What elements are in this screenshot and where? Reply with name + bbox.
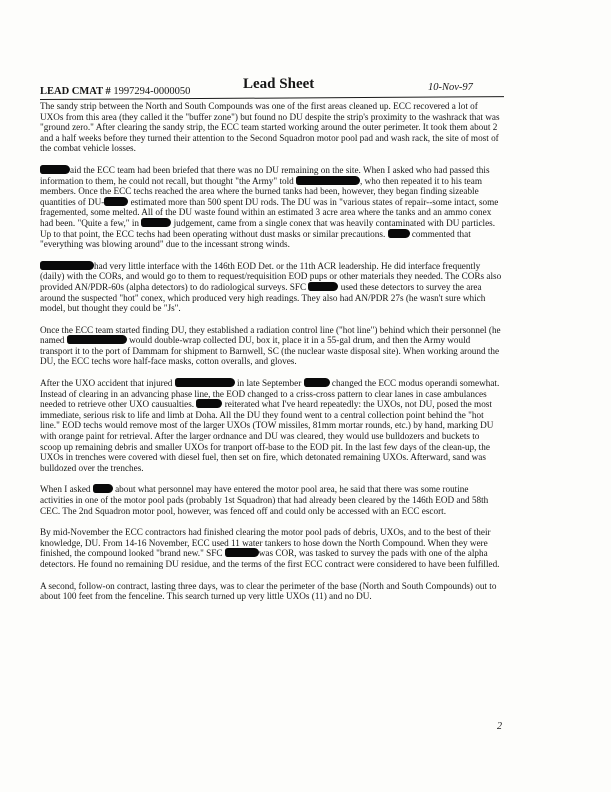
- paragraph-text: was COR, was tasked to survey the pads with one of the alpha detectors. He found no remaining DU residue, and the terms of the first ECC contract were considered to have been fulfilled.: [40, 548, 500, 569]
- redaction-mark: [304, 378, 330, 387]
- paragraph-text: After the UXO accident that injured: [40, 378, 175, 389]
- redaction-mark: [196, 399, 222, 408]
- redaction-mark: [67, 335, 127, 344]
- redaction-mark: [93, 484, 113, 493]
- redaction-mark: [104, 197, 128, 206]
- redaction-mark: [40, 165, 70, 174]
- paragraph-text: The sandy strip between the North and South Compounds was one of the first areas cleaned up. ECC recovered a lot of UXOs from this area (they called it the "buffer zone") but found no DU despite the strip's proximity to the washrack that was "ground zero." After clearing the sandy strip, the ECC team started working around the outer perimeter. It took them about 2 and a half weeks before they turned their attention to the Second Squadron motor pool pad and wash rack, the site of most of the combat vehicle losses.: [40, 101, 500, 154]
- paragraph-3: [40, 261, 502, 314]
- redaction-mark: [225, 548, 259, 557]
- redaction-mark: [296, 176, 360, 185]
- paragraph-text: in late September: [234, 378, 304, 389]
- page-number: 2: [497, 721, 502, 732]
- paragraph-text: aid the ECC team had been briefed that there was no DU remaining on the site. When I asked who had passed this information to them, he could not recall, but thought "the Army" told: [40, 164, 490, 186]
- paragraph-text: judgement, came from a single conex that was heavily contaminated with DU particles. Up to that point, the ECC techs had been operating without dust masks or similar precautions.: [40, 217, 496, 239]
- redaction-mark: [388, 229, 410, 238]
- paragraph-text: would double-wrap collected DU, box it, place it in a 55-gal drum, and then the Army would transport it to the port of Dammam for shipment to Barnwell, SC (the nuclear waste disposal site). When working around the DU, the ECC techs wore half-face masks, cotton overalls, and gloves.: [40, 335, 500, 367]
- paragraph-text: about what personnel may have entered the motor pool area, he said that there was some routine activities in one of the motor pool pads (probably 1st Squadron) that had already been cleared by the 146th EOD and 58th CEC. The 2nd Squadron motor pool, however, was fenced off and could only be accessed with an ECC escort.: [40, 484, 489, 516]
- paragraph-5: [40, 378, 502, 473]
- paragraph-text: had very little interface with the 146th EOD Det. or the 11th ACR leadership. He did interface frequently (daily) with the CORs, and would go to them to request/requisition EOD pups or other materials they needed. The CORs also provided AN/PDR-60s (alpha detectors) to do radiological surveys. SFC: [40, 260, 502, 292]
- paragraph-text: reiterated what I've heard repeatedly: the UXOs, not DU, posed the most immediate, serious risk to life and limb at Doha. All the DU they found went to a central collection point behind the "hot line." EOD techs would remove most of the larger UXOs (TOW missiles, 81mm mortar rounds, etc.) by hand, marking DU with orange paint for retrieval. After the larger ordnance and DU was cleared, they would use bulldozers and buckets to scoop up remaining debris and smaller UXOs for tranport off-base to the EOD pit. In the last few days of the clean-up, the UXOs in trenches were covered with diesel fuel, then set on fire, which detonated remaining UXOs. Afterward, sand was bulldozed over the trenches.: [40, 399, 494, 473]
- paragraph-6: [40, 484, 502, 516]
- paragraph-text: A second, follow-on contract, lasting three days, was to clear the perimeter of the base (North and South Compounds) out to about 100 feet from the fenceline. This search turned up very little UXOs (11) and no DU.: [40, 580, 497, 602]
- cmat-reference: [40, 86, 190, 97]
- paragraph-text: estimated more than 500 spent DU rods. The DU was in "various states of repair--some intact, some fragemented, some melted. All of the DU waste found within an estimated 3 acre area where the tanks and an ammo conex had been. "Quite a few," in: [40, 196, 499, 228]
- page-title: Lead Sheet: [243, 76, 315, 92]
- redaction-mark: [175, 378, 235, 387]
- redaction-mark: [40, 261, 94, 270]
- paragraph-8: [40, 581, 502, 602]
- paragraph-text: , who then repeated it to his team members. Once the ECC techs reached the area where the burned tanks had been, however, they began finding sizeable quantities of DU-: [40, 175, 482, 207]
- paragraph-text: When I asked: [40, 484, 93, 495]
- cmat-number: 1997294-0000050: [113, 86, 191, 97]
- paragraph-text: Once the ECC team started finding DU, they established a radiation control line ("hot line") behind which their personnel (he named: [40, 324, 501, 346]
- paragraph-7: [40, 527, 502, 569]
- paragraph-text: used these detectors to survey the area around the suspected "hot" conex, which produced very high readings. They also had AN/PDR 27s (he wasn't sure which model, but thought they could be "Js".: [40, 281, 486, 314]
- cmat-label: LEAD CMAT #: [40, 86, 111, 97]
- redaction-mark: [141, 218, 171, 227]
- redaction-mark: [308, 282, 338, 291]
- paragraph-text: By mid-November the ECC contractors had finished clearing the motor pool pads of debris, UXOs, and to the best of their knowledge, DU. From 14-16 November, ECC used 11 water tankers to hose down the North Compound. When they were finished, the compound looked "brand new." SFC: [40, 527, 491, 559]
- paragraph-text: commented that "everything was blowing around" due to the incessant strong winds.: [40, 228, 471, 250]
- paragraph-2: [40, 165, 502, 250]
- document-date: 10-Nov-97: [428, 82, 473, 93]
- paragraph-text: changed the ECC modus operandi somewhat. Instead of clearing in an advancing phase line, the EOD changed to a criss-cross pattern to clear lanes in case ambulances needed to retrieve other UXO causualties.: [40, 378, 500, 410]
- paragraph-1: [40, 101, 502, 154]
- paragraph-4: [40, 325, 502, 367]
- document-body: [40, 101, 502, 613]
